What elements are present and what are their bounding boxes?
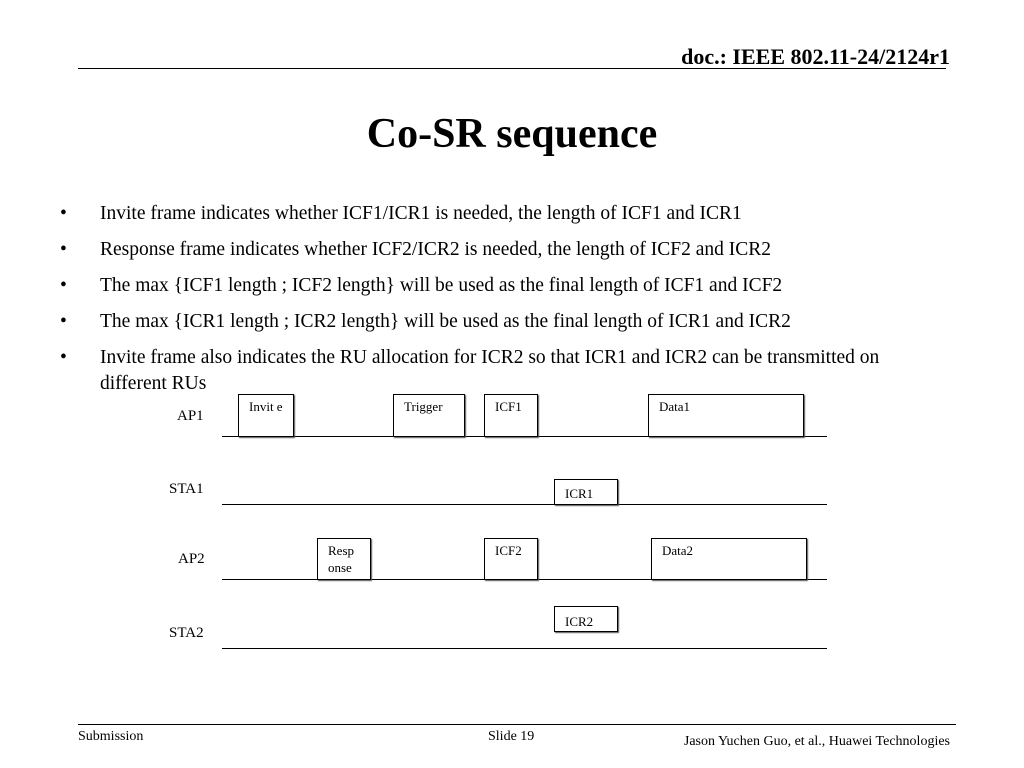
invite-frame: Invit e	[238, 394, 294, 437]
bullet-marker: •	[60, 203, 67, 224]
icr2-frame: ICR2	[554, 606, 618, 632]
slide-number: Slide 19	[488, 729, 535, 744]
lane-label-sta1: STA1	[169, 481, 204, 497]
bullet-text: Invite frame also indicates the RU allocation for ICR2 so that ICR1 and ICR2 can be transmitted on different RUs	[100, 347, 880, 394]
icf2-frame: ICF2	[484, 538, 538, 580]
bullet-text: Invite frame indicates whether ICF1/ICR1 is needed, the length of ICF1 and ICR1	[100, 203, 742, 224]
response-frame: Resp onse	[317, 538, 371, 580]
lane-label-ap1: AP1	[177, 408, 204, 424]
icr1-frame: ICR1	[554, 479, 618, 505]
lane-line-sta2	[222, 648, 827, 649]
header-divider	[78, 68, 946, 69]
lane-label-sta2: STA2	[169, 625, 204, 641]
lane-label-ap2: AP2	[178, 551, 205, 567]
bullet-item	[60, 309, 940, 335]
bullet-marker: •	[60, 347, 67, 368]
bullet-marker: •	[60, 311, 67, 332]
bullet-item	[60, 273, 940, 299]
slide-title: Co-SR sequence	[366, 111, 658, 157]
bullet-item	[60, 201, 940, 227]
data2-frame: Data2	[651, 538, 807, 580]
bullet-list	[60, 201, 940, 407]
document-id: doc.: IEEE 802.11-24/2124r1	[681, 44, 950, 69]
bullet-text: The max {ICF1 length ; ICF2 length} will be used as the final length of ICF1 and ICF2	[100, 275, 783, 296]
bullet-item	[60, 237, 940, 263]
lane-line-sta1	[222, 504, 827, 505]
trigger-frame: Trigger	[393, 394, 465, 437]
bullet-text: The max {ICR1 length ; ICR2 length} will be used as the final length of ICR1 and ICR2	[100, 311, 791, 332]
bullet-marker: •	[60, 239, 67, 260]
bullet-text: Response frame indicates whether ICF2/ICR2 is needed, the length of ICF2 and ICR2	[100, 239, 771, 260]
footer-submission: Submission	[78, 729, 144, 744]
data1-frame: Data1	[648, 394, 804, 437]
bullet-item	[60, 345, 940, 397]
footer-divider	[78, 724, 956, 725]
footer-author: Jason Yuchen Guo, et al., Huawei Technologies	[683, 734, 950, 749]
icf1-frame: ICF1	[484, 394, 538, 437]
bullet-marker: •	[60, 275, 67, 296]
